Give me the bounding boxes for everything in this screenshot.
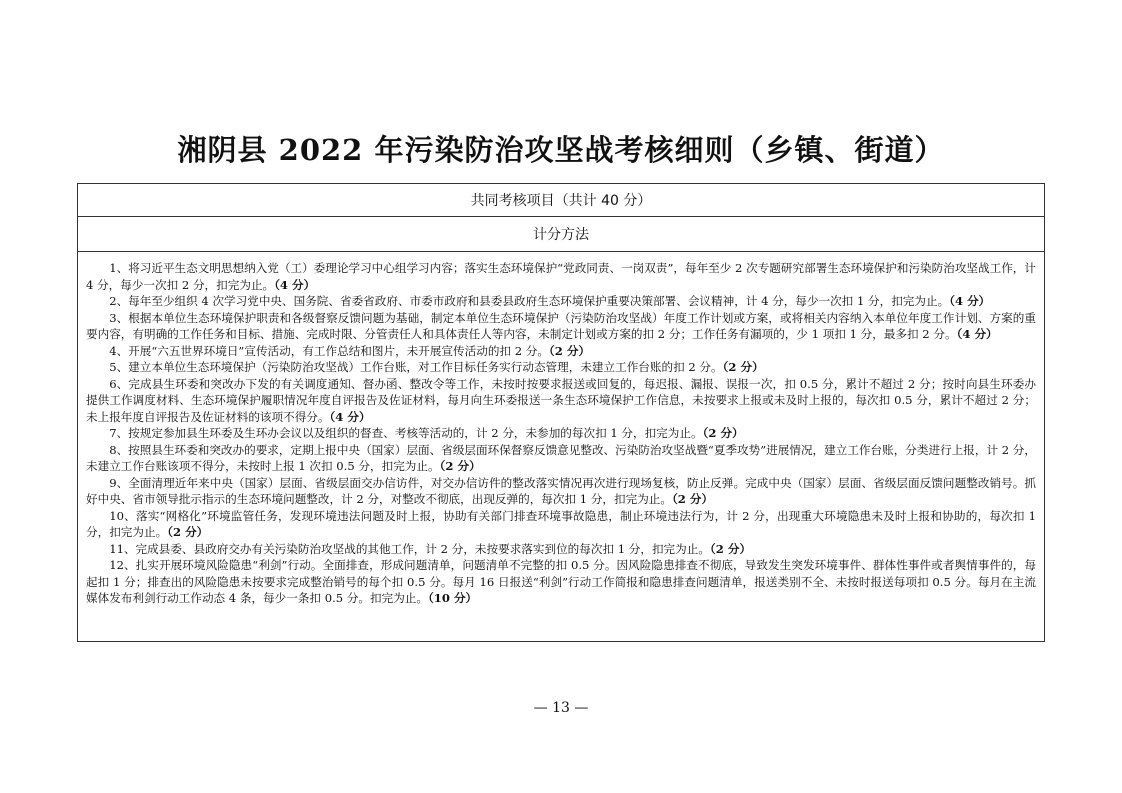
scoring-method-content bbox=[78, 252, 1044, 611]
assessment-table bbox=[77, 183, 1045, 642]
item-score: （2 分） bbox=[439, 459, 481, 473]
item-text: 3、根据本单位生态环境保护职责和各级督察反馈问题为基础，制定本单位生态环境保护（污染防治攻坚战）年度工作计划或方案，或将相关内容纳入本单位年度工作计划、方案的重要内容，有明确的工作任务和目标、措施、完成时限、分管责任人和具体责任人等内容，未制定计划或方案的扣 2 分；工作任务有漏项的，少 1 项扣 1 分，最多扣 2 分。 bbox=[86, 310, 1036, 341]
method-header: 计分方法 bbox=[78, 217, 1044, 252]
scoring-item bbox=[86, 260, 1036, 293]
document-title: 湘阴县 2022 年污染防治攻坚战考核细则（乡镇、街道） bbox=[177, 133, 945, 167]
item-score: （4 分） bbox=[956, 327, 998, 341]
item-text: 11、完成县委、县政府交办有关污染防治攻坚战的其他工作，计 2 分，未按要求落实到位的每次扣 1 分，扣完为止。 bbox=[109, 541, 710, 556]
scoring-item bbox=[86, 475, 1036, 508]
item-score: （4 分） bbox=[329, 409, 371, 424]
scoring-item bbox=[86, 343, 1036, 360]
item-score: （2 分） bbox=[167, 525, 209, 539]
item-text: 4、开展“六五世界环境日”宣传活动，有工作总结和图片，未开展宣传活动的扣 2 分。 bbox=[109, 343, 549, 358]
item-text: 6、完成县生环委和突改办下发的有关调度通知、督办函、整改令等工作，未按时按要求报送或回复的，每迟报、漏报、误报一次，扣 0.5 分，累计不超过 2 分；按时向县生环委办提供工作调度材料、生态环境保护履职情况年度自评报告及佐证材料，每月向生环委报送一条生态环境保护工作信息，未按要求上报或未及时上报的，每次扣 0.5 分，累计不超过 2 分；未上报年度自评报告及佐证材料的该项不得分。 bbox=[86, 376, 1036, 424]
item-text: 10、落实“网格化”环境监管任务，发现环境违法问题及时上报，协助有关部门排查环境事故隐患，制止环境违法行为，计 2 分，出现重大环境隐患未及时上报和协助的，每次扣 1 分，扣完为止。 bbox=[86, 508, 1036, 539]
item-text: 9、全面清理近年来中央（国家）层面、省级层面交办信访件，对交办信访件的整改落实情况再次进行现场复核，防止反弹。完成中央（国家）层面、省级层面反馈问题整改销号。抓好中央、省市领导批示指示的生态环境问题整改，计 2 分，对整改不彻底，出现反弹的，每次扣 1 分，扣完为止。 bbox=[86, 475, 1036, 506]
item-text: 5、建立本单位生态环境保护（污染防治攻坚战）工作台账，对工作目标任务实行动态管理，未建立工作台账的扣 2 分。 bbox=[109, 360, 723, 374]
scoring-item bbox=[86, 376, 1036, 426]
item-text: 1、将习近平生态文明思想纳入党（工）委理论学习中心组学习内容；落实生态环境保护“党政同责、一岗双责”，每年至少 2 次专题研究部署生态环境保护和污染防治攻坚战工作，计 4 分，每少一次扣 2 分，扣完为止。 bbox=[86, 261, 1036, 292]
item-score: （4 分） bbox=[949, 294, 991, 308]
item-score: （2 分） bbox=[722, 360, 764, 374]
item-score: （2 分） bbox=[548, 343, 591, 358]
item-score: （2 分） bbox=[702, 426, 744, 440]
item-score: （2 分） bbox=[672, 492, 714, 506]
scoring-item bbox=[86, 293, 1036, 310]
scoring-item bbox=[86, 442, 1036, 475]
page-number: — 13 — bbox=[533, 700, 589, 716]
section-header: 共同考核项目（共计 40 分） bbox=[78, 184, 1044, 217]
item-score: （10 分） bbox=[428, 591, 478, 605]
item-text: 7、按规定参加县生环委及生环办会议以及组织的督查、考核等活动的，计 2 分，未参加的每次扣 1 分，扣完为止。 bbox=[109, 426, 703, 440]
item-text: 12、扎实开展环境风险隐患“利剑”行动。全面排查，形成问题清单，问题清单不完整的扣 0.5 分。因风险隐患排查不彻底，导致发生突发环境事件、群体性事件或者舆情事件的，每起扣 1 分；排查出的风险隐患未按要求完成整治销号的每个扣 0.5 分。每月 16 日报送“利剑”行动工作简报和隐患排查问题清单，报送类别不全、未按时报送每项扣 0.5 分。每月在主流媒体发布利剑行动工作动态 4 条，每少一条扣 0.5 分。扣完为止。 bbox=[86, 558, 1036, 605]
scoring-item bbox=[86, 310, 1036, 343]
item-text: 8、按照县生环委和突改办的要求，定期上报中央（国家）层面、省级层面环保督察反馈意见整改、污染防治攻坚战暨“夏季攻势”进展情况，建立工作台账，分类进行上报，计 2 分，未建立工作台账该项不得分，未按时上报 1 次扣 0.5 分，扣完为止。 bbox=[86, 442, 1036, 473]
scoring-item bbox=[86, 557, 1036, 607]
scoring-item bbox=[86, 541, 1036, 558]
item-score: （4 分） bbox=[274, 277, 316, 292]
scoring-item bbox=[86, 359, 1036, 376]
item-score: （2 分） bbox=[709, 541, 752, 556]
item-text: 2、每年至少组织 4 次学习党中央、国务院、省委省政府、市委市政府和县委县政府生态环境保护重要决策部署、会议精神，计 4 分，每少一次扣 1 分，扣完为止。 bbox=[109, 294, 950, 308]
scoring-item bbox=[86, 425, 1036, 442]
scoring-item bbox=[86, 508, 1036, 541]
